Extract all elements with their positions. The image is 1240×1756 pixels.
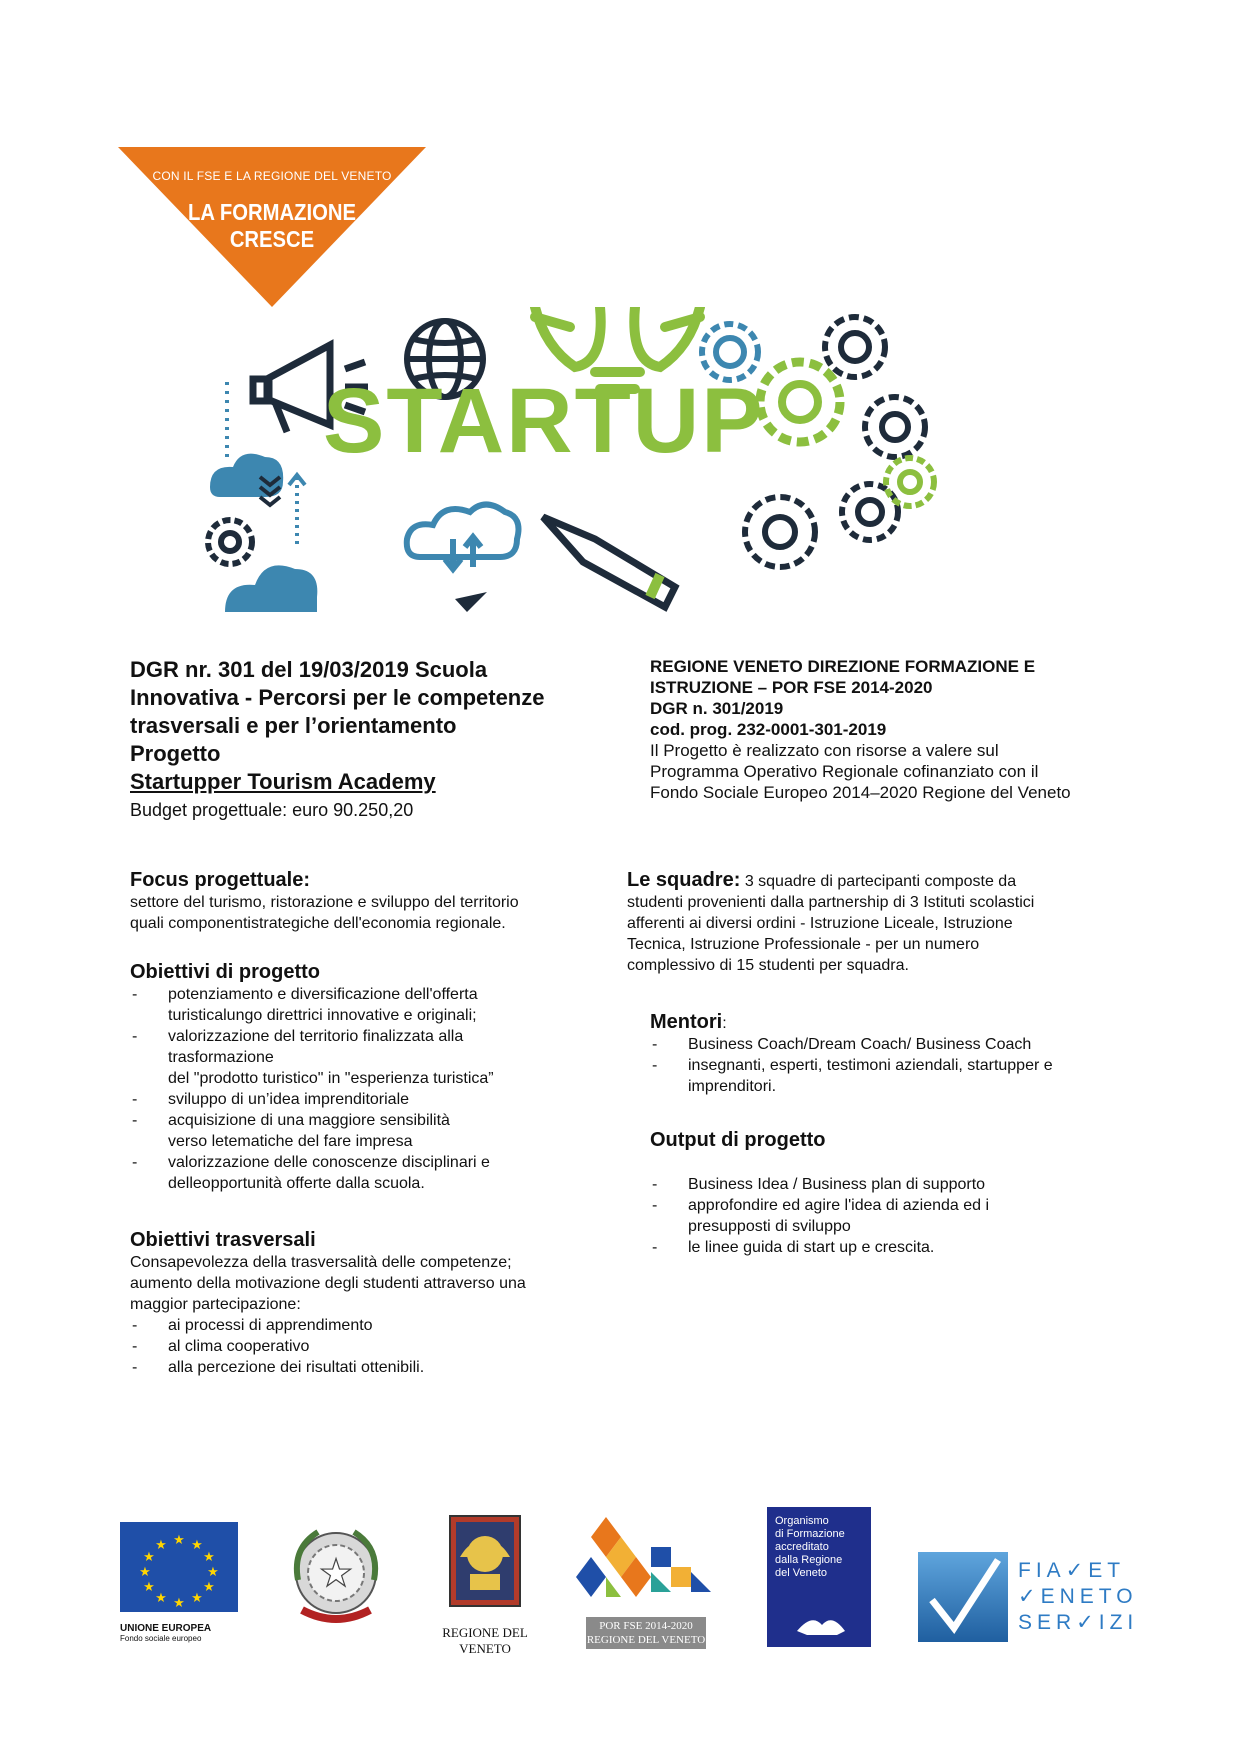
gears-bottom-icon xyxy=(745,458,934,567)
mentori-list xyxy=(650,1034,1150,1097)
startup-graphic xyxy=(205,307,985,612)
project-title-block xyxy=(130,656,620,824)
squadre-line-5: complessivo di 15 studenti per squadra. xyxy=(627,957,909,974)
startup-word: STARTUP xyxy=(323,370,765,472)
pencil-icon xyxy=(543,517,675,607)
fiavet-line-3: SER✓IZI xyxy=(1018,1611,1139,1634)
small-gear-icon xyxy=(208,520,252,564)
funding-note-3: Fondo Sociale Europeo 2014–2020 Regione del Veneto xyxy=(650,783,1071,802)
list-item: - approfondire ed agire l'idea di azienda ed i presupposti di sviluppo xyxy=(650,1195,1150,1237)
trasversali-line-3: maggior partecipazione: xyxy=(130,1296,301,1313)
eu-flag-icon xyxy=(120,1522,238,1612)
org-line-5: del Veneto xyxy=(775,1567,827,1579)
regione-veneto-logo xyxy=(420,1512,550,1656)
trasversali-heading: Obiettivi trasversali xyxy=(130,1229,316,1251)
org-line-1: Organismo xyxy=(775,1515,829,1527)
title-line-3: trasversali e per l’orientamento xyxy=(130,713,457,738)
list-item: - Business Idea / Business plan di supporto xyxy=(650,1174,1150,1195)
title-line-2: Innovativa - Percorsi per le competenze xyxy=(130,685,545,710)
squadre-section xyxy=(627,868,1147,976)
output-heading: Output di progetto xyxy=(650,1129,826,1151)
svg-text:★: ★ xyxy=(207,1565,219,1580)
list-item: - Business Coach/Dream Coach/ Business Coach xyxy=(650,1034,1150,1055)
svg-text:★: ★ xyxy=(191,1538,203,1553)
mentori-heading: Mentori xyxy=(650,1011,723,1033)
svg-text:★: ★ xyxy=(143,1550,155,1565)
repubblica-italiana-emblem xyxy=(288,1518,384,1638)
org-line-3: accreditato xyxy=(775,1541,829,1553)
squadre-line-4: Tecnica, Istruzione Professionale - per un numero xyxy=(627,936,980,953)
eu-title: UNIONE EUROPEA xyxy=(120,1623,212,1634)
funding-line-3: DGR n. 301/2019 xyxy=(650,699,784,718)
cloud-transfer-icon xyxy=(407,505,519,570)
trasversali-line-1: Consapevolezza della trasversalità delle competenze; xyxy=(130,1254,512,1271)
banner-subtitle: CON IL FSE E LA REGIONE DEL VENETO xyxy=(152,169,392,183)
banner-title xyxy=(136,199,407,253)
organismo-text xyxy=(767,1507,871,1580)
mentori-colon: : xyxy=(722,1015,727,1032)
veneto-caption: REGIONE DEL VENETO xyxy=(442,1625,528,1656)
output-section xyxy=(650,1128,1150,1258)
svg-text:★: ★ xyxy=(155,1538,167,1553)
trasversali-section xyxy=(130,1228,630,1378)
obiettivi-heading: Obiettivi di progetto xyxy=(130,961,320,983)
banner-title-line2: CRESCE xyxy=(229,226,315,252)
funding-note-2: Programma Operativo Regionale cofinanziato con il xyxy=(650,762,1039,781)
obiettivi-section xyxy=(130,960,610,1194)
list-item: - acquisizione di una maggiore sensibilità verso letematiche del fare impresa xyxy=(130,1110,610,1152)
startup-illustration xyxy=(205,307,985,612)
fiavet-wordmark xyxy=(1018,1558,1138,1636)
list-item: - valorizzazione delle conoscenze disciplinari e delleopportunità offerte dalla scuola. xyxy=(130,1152,610,1194)
svg-text:★: ★ xyxy=(155,1591,167,1606)
title-line-4: Progetto xyxy=(130,741,221,766)
por-fse-mosaic-icon xyxy=(576,1512,716,1612)
list-item: - sviluppo di un’idea imprenditoriale xyxy=(130,1089,610,1110)
svg-text:★: ★ xyxy=(191,1591,203,1606)
checkmark-icon xyxy=(918,1552,1008,1642)
por-fse-logo xyxy=(576,1512,716,1647)
list-item: - potenziamento e diversificazione dell'offerta turisticalungo direttrici innovative e originali; xyxy=(130,984,610,1026)
funding-line-4: cod. prog. 232-0001-301-2019 xyxy=(650,720,887,739)
list-item: - alla percezione dei risultati ottenibili. xyxy=(130,1357,630,1378)
svg-text:★: ★ xyxy=(173,1596,185,1611)
eu-logo xyxy=(120,1522,238,1642)
organismo-formazione-logo xyxy=(767,1507,871,1647)
trasversali-line-2: aumento della motivazione degli studenti attraverso una xyxy=(130,1275,526,1292)
project-name: Startupper Tourism Academy xyxy=(130,769,436,794)
list-item: - valorizzazione del territorio finalizzata alla trasformazione del "prodotto turistico" in "esperienza turistica” xyxy=(130,1026,610,1089)
por-fse-line-1: POR FSE 2014-2020 xyxy=(599,1620,693,1632)
funding-block xyxy=(650,656,1130,803)
trasversali-list xyxy=(130,1315,630,1378)
fiavet-logo xyxy=(918,1552,1139,1642)
fiavet-line-2: ✓ENETO xyxy=(1018,1585,1138,1608)
funding-note-1: Il Progetto è realizzato con risorse a valere sul xyxy=(650,741,999,760)
squadre-line-1: 3 squadre di partecipanti composte da xyxy=(744,873,1017,890)
banner-la-formazione-cresce xyxy=(118,147,426,307)
svg-text:★: ★ xyxy=(318,1551,354,1595)
svg-text:★: ★ xyxy=(203,1550,215,1565)
squadre-line-2: studenti provenienti dalla partnership di 3 Istituti scolastici xyxy=(627,894,1035,911)
focus-line-1: settore del turismo, ristorazione e sviluppo del territorio xyxy=(130,894,519,911)
fiavet-line-1: FIA✓ET xyxy=(1018,1559,1126,1582)
svg-text:★: ★ xyxy=(173,1533,185,1548)
por-fse-line-2: REGIONE DEL VENETO xyxy=(586,1634,706,1646)
up-arrow-icon xyxy=(289,475,305,547)
list-item: - insegnanti, esperti, testimoni aziendali, startupper e imprenditori. xyxy=(650,1055,1150,1097)
italy-emblem-icon xyxy=(288,1518,384,1638)
svg-text:★: ★ xyxy=(143,1580,155,1595)
svg-text:★: ★ xyxy=(203,1580,215,1595)
project-budget: Budget progettuale: euro 90.250,20 xyxy=(130,800,414,820)
cloud-bottom-icon xyxy=(225,565,317,612)
focus-section xyxy=(130,868,620,934)
funding-line-2: ISTRUZIONE – POR FSE 2014-2020 xyxy=(650,678,933,697)
org-line-2: di Formazione xyxy=(775,1528,845,1540)
focus-line-2: quali componentistrategiche dell'economia regionale. xyxy=(130,915,506,932)
output-list xyxy=(650,1174,1150,1258)
obiettivi-list xyxy=(130,984,610,1194)
title-line-1: DGR nr. 301 del 19/03/2019 Scuola xyxy=(130,657,488,682)
svg-text:★: ★ xyxy=(139,1565,151,1580)
focus-heading: Focus progettuale: xyxy=(130,869,311,891)
squadre-line-3: afferenti ai diversi ordini - Istruzione Liceale, Istruzione xyxy=(627,915,1013,932)
banner-title-line1: LA FORMAZIONE xyxy=(188,199,356,225)
squadre-heading: Le squadre: xyxy=(627,869,741,891)
list-item: - le linee guida di start up e crescita. xyxy=(650,1237,1150,1258)
por-fse-caption xyxy=(586,1617,706,1649)
veneto-lion-icon xyxy=(420,1512,550,1612)
funding-line-1: REGIONE VENETO DIREZIONE FORMAZIONE E xyxy=(650,657,1036,676)
paper-plane-icon xyxy=(455,592,487,612)
org-line-4: dalla Regione xyxy=(775,1554,843,1566)
mentori-section xyxy=(650,1010,1150,1097)
winged-lion-icon xyxy=(767,1603,871,1643)
cloud-icon xyxy=(210,454,283,497)
eu-subtitle: Fondo sociale europeo xyxy=(120,1634,202,1643)
list-item: - al clima cooperativo xyxy=(130,1336,630,1357)
list-item: - ai processi di apprendimento xyxy=(130,1315,630,1336)
